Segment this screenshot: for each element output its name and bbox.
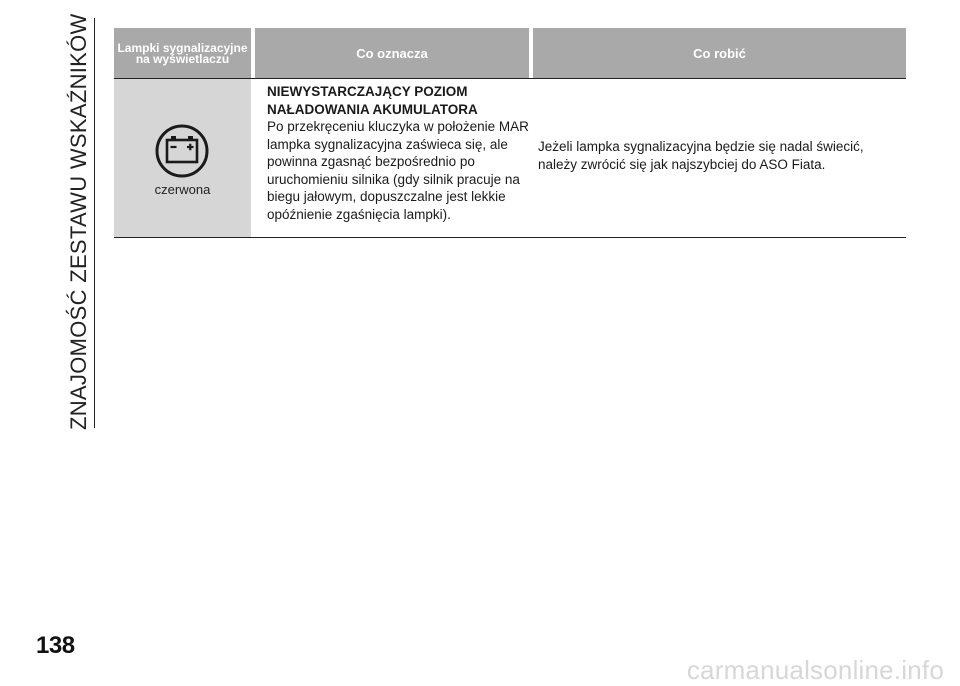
meaning-cell [251, 79, 529, 237]
action-cell [529, 79, 906, 237]
header-meaning: Co oznacza [255, 28, 529, 78]
section-title [62, 13, 102, 430]
section-title-rule [94, 18, 95, 428]
lamp-color-label: czerwona [154, 182, 211, 197]
table-row [114, 79, 906, 238]
warning-lights-table [114, 28, 906, 238]
warning-meaning: Po przekręceniu kluczyka w położenie MAR lampka sygnalizacyjna zaświeca się, ale powinna zgasnąć bezpośrednio po uruchomieniu silnika (gdy silnik pracuje na biegu jałowym, dopuszczalne jest lekkie opóźnienie zgaśnięcia lampki). [267, 119, 529, 222]
lamp-cell [114, 79, 251, 237]
warning-title: NIEWYSTARCZAJĄCY POZIOM NAŁADOWANIA AKUMULATORA [267, 84, 478, 117]
table-header [114, 28, 906, 79]
warning-action: Jeżeli lampka sygnalizacyjna będzie się nadal świecić, należy zwrócić się jak najszybciej do ASO Fiata. [538, 139, 864, 172]
watermark: carmanualsonline.info [686, 655, 944, 685]
header-lamps: Lampki sygnalizacyjne na wyświetlaczu [114, 28, 251, 78]
battery-icon [154, 123, 210, 179]
header-action: Co robić [533, 28, 906, 78]
section-title-text: ZNAJOMOŚĆ ZESTAWU WSKAŹNIKÓW [66, 13, 91, 430]
page-number: 138 [36, 632, 75, 659]
